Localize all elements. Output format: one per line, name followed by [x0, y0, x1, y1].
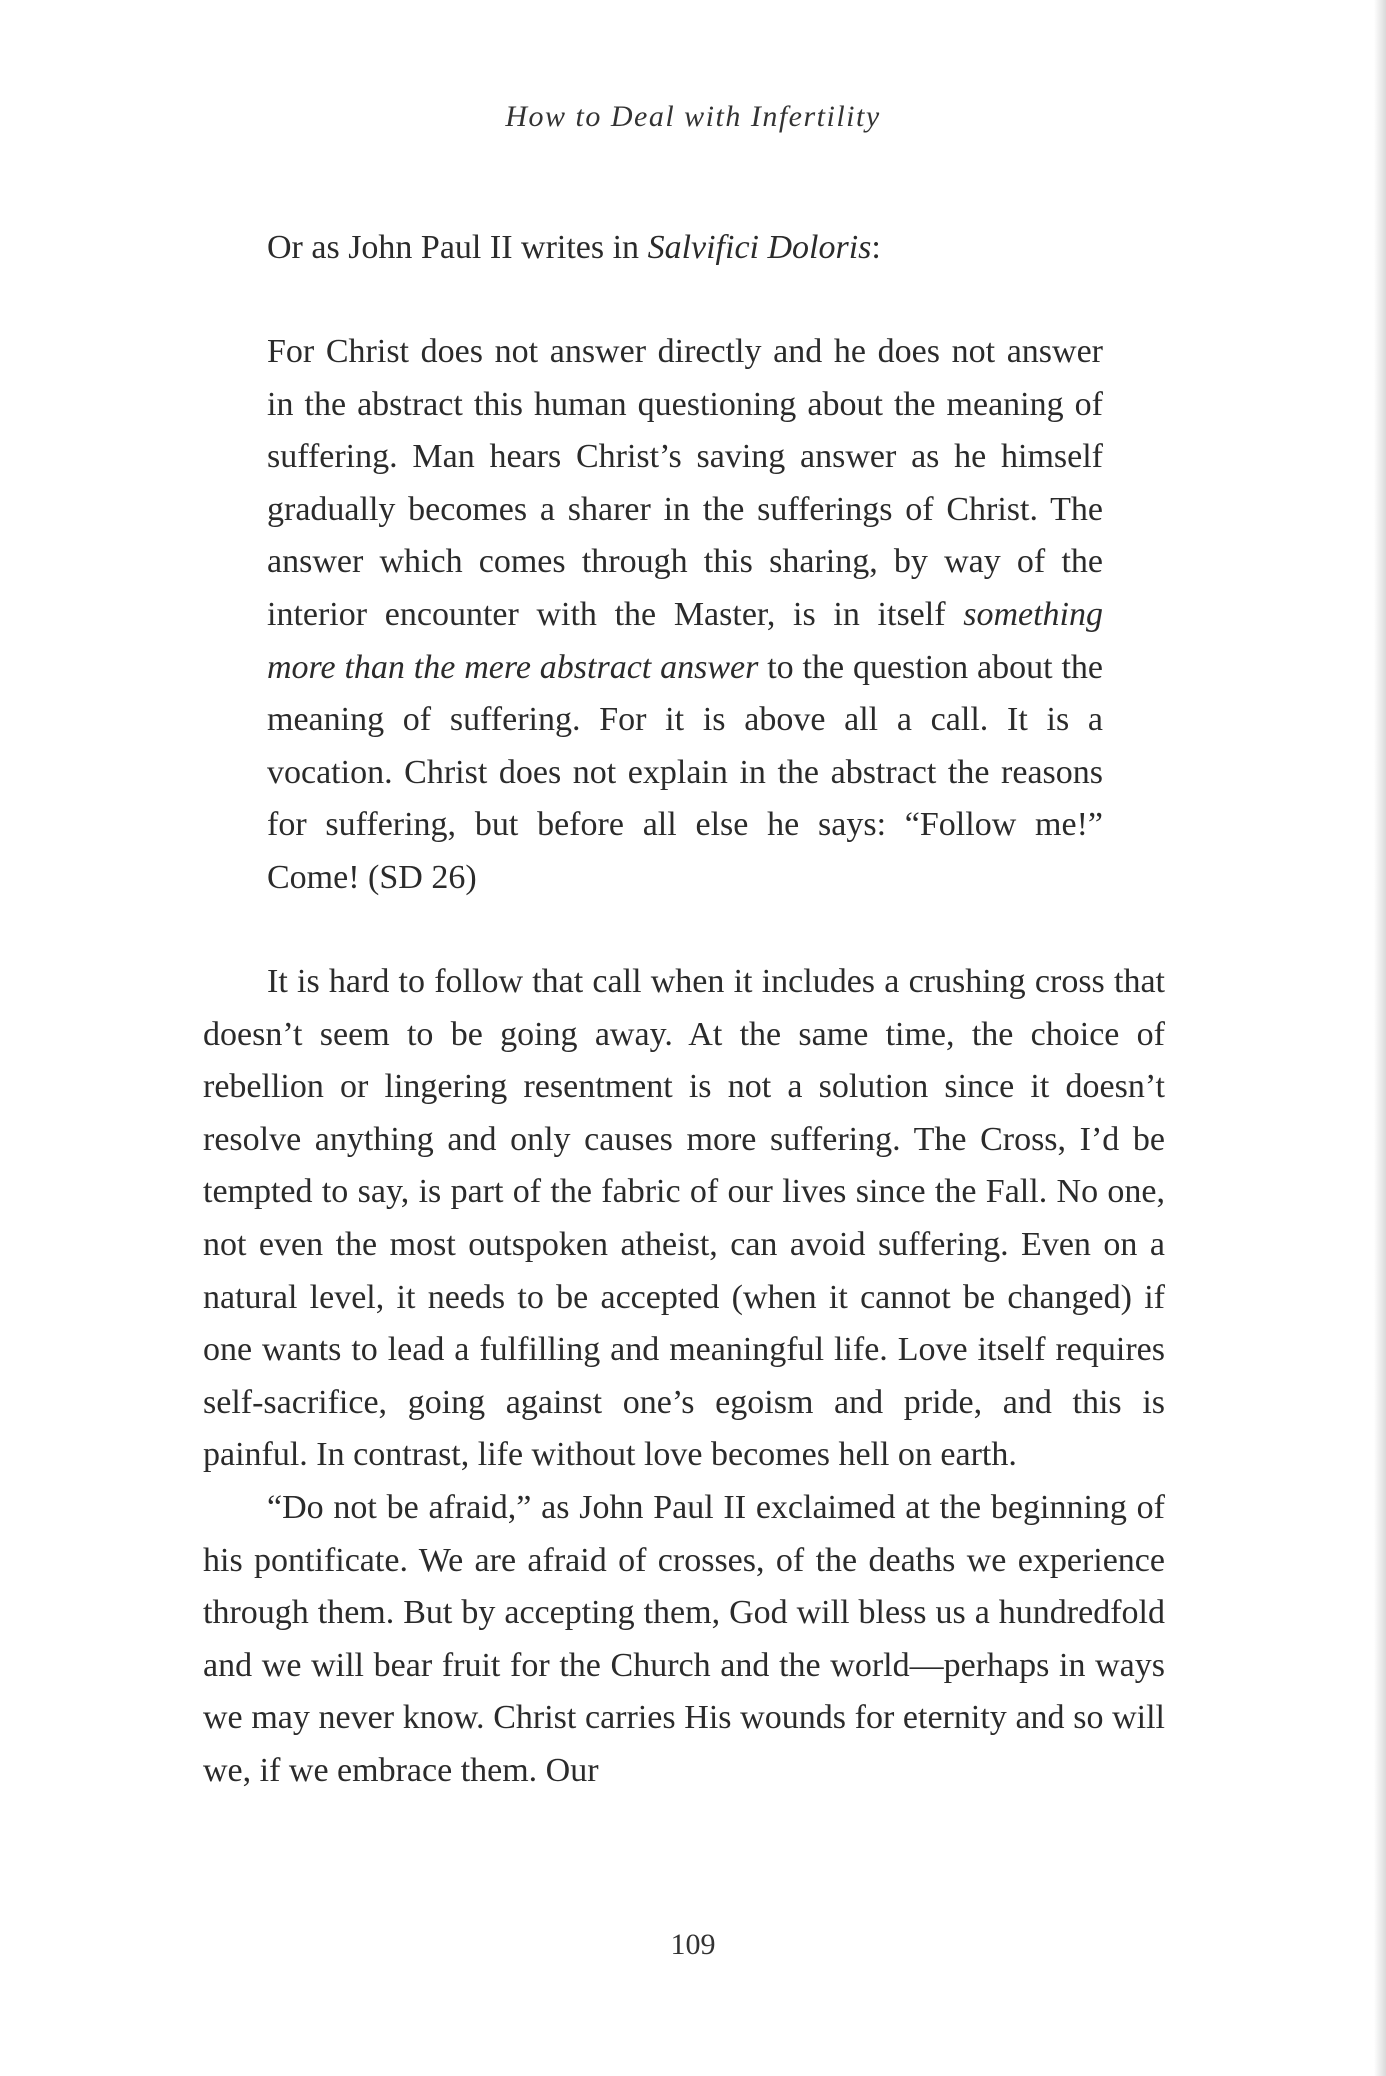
page-number: 109 — [670, 1928, 716, 1961]
block-quote-part-2: to the question about the meaning of suffering. For it is above all a call. It is a vocation. Christ does not explain in the abstract the reasons for suffering, but before all else he says: “Follow me!” Come! (SD 26) — [267, 648, 1103, 896]
block-quote-emphasis: something more than the mere abstract answer — [267, 595, 1103, 686]
body-text — [203, 956, 1165, 1798]
paragraph: It is hard to follow that call when it includes a crushing cross that doesn’t seem to be going away. At the same time, the choice of rebellion or lingering resentment is not a solution since it doesn’t resolve anything and only causes more suffering. The Cross, I’d be tempted to say, is part of the fabric of our lives since the Fall. No one, not even the most outspoken atheist, can avoid suffering. Even on a natural level, it needs to be accepted (when it cannot be changed) if one wants to lead a fulfilling and meaningful life. Love itself requires self-sacrifice, going against one’s egoism and pride, and this is painful. In contrast, life without love becomes hell on earth. — [203, 963, 1165, 1474]
intro-colon: : — [871, 229, 881, 266]
document-title-italic: Salvifici Doloris — [647, 229, 872, 266]
running-head: How to Deal with Infertility — [505, 100, 881, 133]
quote-intro — [267, 222, 1167, 274]
block-quote — [267, 326, 1103, 905]
block-quote-part-1: For Christ does not answer directly and he does not answer in the abstract this human questioning about the meaning of suffering. Man hears Christ’s saving answer as he himself gradually becomes a sharer in the sufferings of Christ. The answer which comes through this sharing, by way of the interior encounter with the Master, is in itself — [267, 333, 1103, 633]
paragraph: “Do not be afraid,” as John Paul II exclaimed at the beginning of his pontificate. We are afraid of crosses, of the deaths we experience through them. But by accepting them, God will bless us a hundredfold and we will bear fruit for the Church and the world—perhaps in ways we may never know. Christ carries His wounds for eternity and so will we, if we embrace them. Our — [203, 1488, 1165, 1789]
intro-text: Or as John Paul II writes in — [267, 229, 648, 266]
page-edge-shadow — [1374, 0, 1386, 2076]
